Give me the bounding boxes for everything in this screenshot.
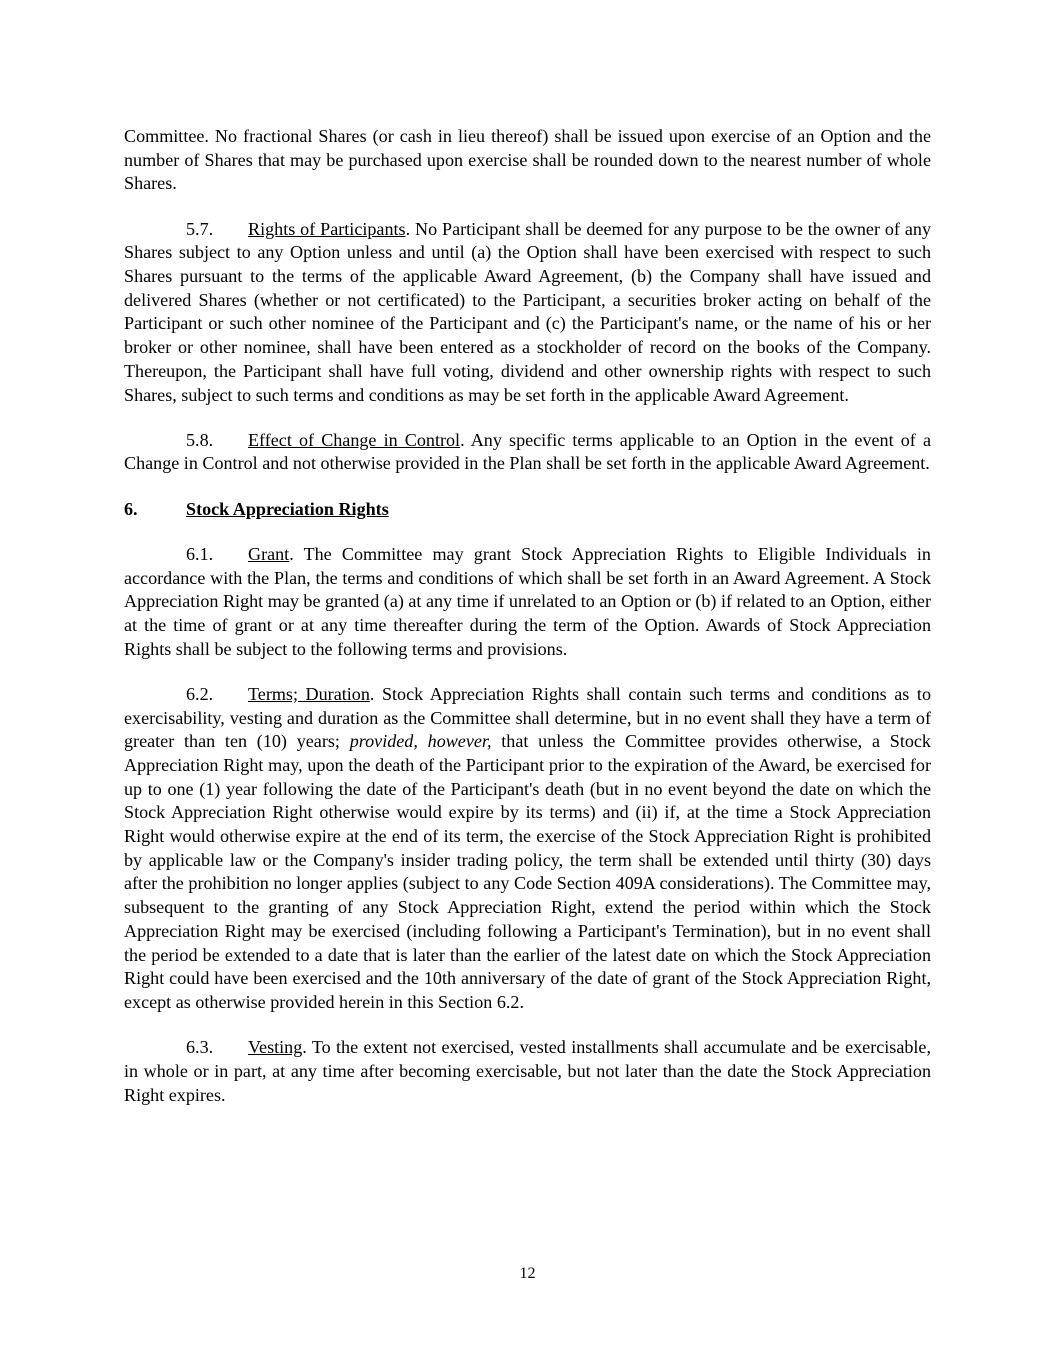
section-number: 5.7. bbox=[186, 218, 214, 239]
document-body bbox=[124, 125, 931, 1129]
section-6-3 bbox=[124, 1036, 931, 1107]
section-6-1 bbox=[124, 543, 931, 662]
section-separator: . bbox=[460, 429, 471, 450]
heading-title: Stock Appreciation Rights bbox=[186, 498, 389, 519]
section-6-heading bbox=[124, 498, 931, 522]
section-title: Rights of Participants bbox=[248, 218, 406, 239]
section-5-8 bbox=[124, 429, 931, 476]
section-number: 6.2. bbox=[186, 683, 214, 704]
section-number: 6.1. bbox=[186, 543, 214, 564]
section-number: 5.8. bbox=[186, 429, 214, 450]
section-number: 6.3. bbox=[186, 1037, 214, 1058]
section-title: Terms; Duration bbox=[248, 683, 370, 704]
section-separator: . bbox=[369, 683, 382, 704]
paragraph-continuation: Committee. No fractional Shares (or cash in lieu thereof) shall be issued upon exercise of an Option and the number of Shares that may be purchased upon exercise shall be rounded down to the nearest number of whole Shares. bbox=[124, 126, 931, 194]
section-5-7 bbox=[124, 218, 931, 408]
section-title: Effect of Change in Control bbox=[248, 429, 461, 450]
section-body: The Committee may grant Stock Appreciation Rights to Eligible Individuals in accordance with the Plan, the terms and conditions of which shall be set forth in an Award Agreement. A Stock Appreciation Right may be granted (a) at any time if unrelated to an Option or (b) if related to an Option, either at the time of grant or at any time thereafter during the term of the Option. Awards of Stock Appreciation Rights shall be subject to the following terms and provisions. bbox=[124, 543, 931, 659]
section-body-part-a: Stock Appreciation Rights shall contain such terms and conditions as to exercisability, vesting and duration as the Committee shall determine, but in no event shall they have a term of greater than ten (10) years; bbox=[124, 683, 931, 752]
section-title: Grant bbox=[248, 543, 290, 564]
section-body-part-b: that unless the Committee provides otherwise, a Stock Appreciation Right may, upon the death of the Participant prior to the expiration of the Award, be exercised for up to one (1) year following the date of the Participant's death (but in no event beyond the date on which the Stock Appreciation Right otherwise would expire by its terms) and (ii) if, at the time a Stock Appreciation Right would otherwise expire at the end of its term, the exercise of the Stock Appreciation Right is prohibited by applicable law or the Company's insider trading policy, the term shall be extended until thirty (30) days after the prohibition no longer applies (subject to any Code Section 409A considerations). The Committee may, subsequent to the granting of any Stock Appreciation Right, extend the period within which the Stock Appreciation Right may be exercised (including following a Participant's Termination), but in no event shall the period be extended to a date that is later than the earlier of the latest date on which the Stock Appreciation Right could have been exercised and the 10th anniversary of the date of grant of the Stock Appreciation Right, except as otherwise provided herein in this Section 6.2. bbox=[124, 731, 931, 1012]
section-body: No Participant shall be deemed for any purpose to be the owner of any Shares subject to any Option unless and until (a) the Option shall have been exercised with respect to such Shares pursuant to the terms of the applicable Award Agreement, (b) the Company shall have issued and delivered Shares (whether or not certificated) to the Participant, a securities broker acting on behalf of the Participant or such other nominee of the Participant and (c) the Participant's name, or the name of his or her broker or other nominee, shall have been entered as a stockholder of record on the books of the Company. Thereupon, the Participant shall have full voting, dividend and other ownership rights with respect to such Shares, subject to such terms and conditions as may be set forth in the applicable Award Agreement. bbox=[124, 218, 931, 405]
section-title: Vesting bbox=[248, 1037, 303, 1058]
heading-number: 6. bbox=[124, 498, 138, 519]
section-separator: . bbox=[302, 1037, 312, 1058]
section-separator: . bbox=[405, 218, 416, 239]
section-body: To the extent not exercised, vested installments shall accumulate and be exercisable, in whole or in part, at any time after becoming exercisable, but not later than the date the Stock Appreciation Right expires. bbox=[124, 1037, 931, 1105]
section-body-italic: provided, however, bbox=[349, 731, 492, 752]
page-number: 12 bbox=[519, 1265, 536, 1282]
section-body: Any specific terms applicable to an Option in the event of a Change in Control and not otherwise provided in the Plan shall be set forth in the applicable Award Agreement. bbox=[124, 429, 931, 474]
section-separator: . bbox=[289, 543, 304, 564]
section-6-2 bbox=[124, 683, 931, 1015]
